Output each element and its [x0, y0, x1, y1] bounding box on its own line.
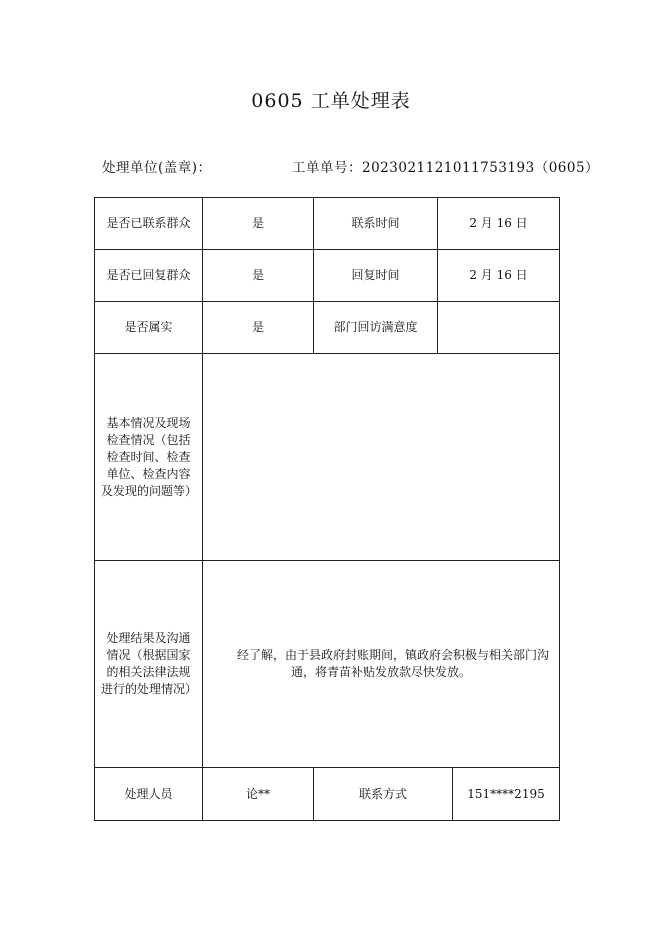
table-row [95, 768, 560, 821]
ticket-number: 2023021121011753193（0605） [362, 160, 600, 176]
replied-public-label: 是否已回复群众 [95, 250, 203, 302]
handler-label: 处理人员 [95, 768, 203, 821]
page-title: 0605 工单处理表 [251, 90, 411, 112]
table-row [95, 561, 560, 768]
verified-label: 是否属实 [95, 302, 203, 354]
contact-time-value: 2 月 16 日 [438, 198, 560, 250]
contacted-public-value: 是 [203, 198, 314, 250]
contact-time-label: 联系时间 [314, 198, 438, 250]
basic-situation-value [203, 354, 560, 561]
verified-value: 是 [203, 302, 314, 354]
table-row [95, 250, 560, 302]
ticket-number-label: 工单单号： [292, 160, 362, 176]
reply-time-label: 回复时间 [314, 250, 438, 302]
table-row [95, 354, 560, 561]
basic-situation-label: 基本情况及现场检查情况（包括检查时间、检查单位、检查内容及发现的问题等） [95, 354, 203, 561]
processing-unit-label: 处理单位(盖章)： [102, 160, 212, 176]
replied-public-value: 是 [203, 250, 314, 302]
handling-result-text: 经了解，由于县政府封账期间，镇政府会积极与相关部门沟通，将青苗补贴发放款尽快发放。 [237, 648, 550, 679]
handling-result-cell [203, 561, 560, 768]
ticket-number-line [292, 156, 599, 176]
reply-time-value: 2 月 16 日 [438, 250, 560, 302]
handling-result-label: 处理结果及沟通情况（根据国家的相关法律法规进行的处理情况） [95, 561, 203, 768]
contacted-public-label: 是否已联系群众 [95, 198, 203, 250]
work-order-table [94, 197, 560, 821]
satisfaction-label: 部门回访满意度 [314, 302, 438, 354]
handler-name: 论** [203, 768, 314, 821]
table-row [95, 302, 560, 354]
contact-method-label: 联系方式 [314, 768, 453, 821]
satisfaction-value [438, 302, 560, 354]
table-row [95, 198, 560, 250]
contact-phone: 151****2195 [453, 768, 560, 821]
